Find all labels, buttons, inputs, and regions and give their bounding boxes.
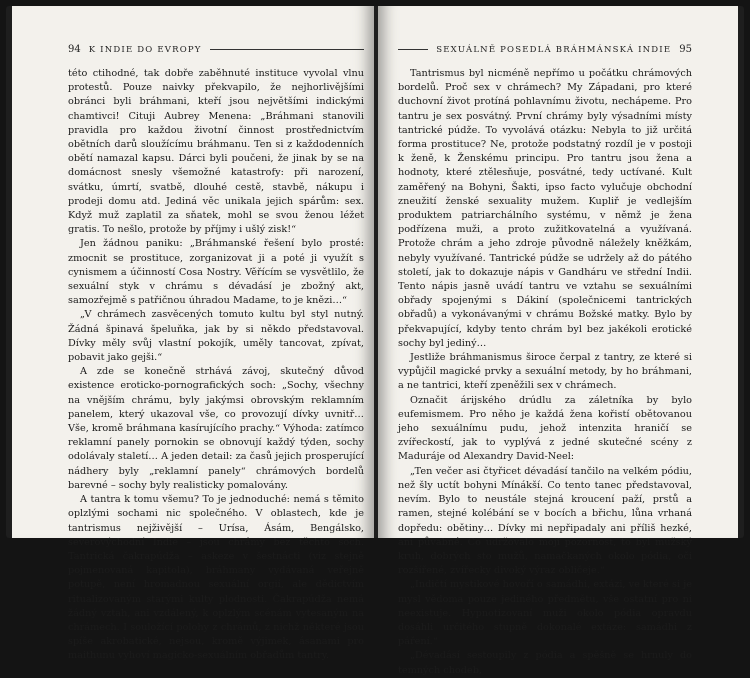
left-page	[12, 6, 374, 662]
paragraph: A zde se konečně strhává závoj, skutečný důvod existence eroticko-pornografických soch: „Sochy, všechny na vnějším chrámu, byly jakýmsi obrovským reklamním panelem, který ukazoval vše, co provozují dívky uvnitř… Vše, kromě bráhmana kasírujícího prachy.“ Výhoda: zatímco reklamní panely pornokin se obnovují každý týden, sochy odolávaly staletí… A jeden detail: za časů jejich prosperující nádhery byly „reklamní panely“ chrámových bordelů barevné – sochy byly realisticky pomalovány.	[68, 366, 364, 491]
left-running-title: K INDIE DO EVROPY	[88, 44, 202, 55]
paragraph: této ctihodné, tak dobře zaběhnuté instituce vyvolal vlnu protestů. Pouze naivky překvapilo, že nejhorlivějšími obránci byli bráhmani, kteří jsou největšími indickými chamtivci! Cituji Aubrey Menena: „Bráhmani stanovili pravidla pro každou životní činnost prostřednictvím obětních darů sloužícímu bráhmanu. Ten si z každodenních obětí namazal kapsu. Dárci byli poučeni, že jinak by se na domácnost snesly všemožné katastrofy: při narození, svátku, úmrtí, svatbě, dlouhé cestě, stavbě, nákupu i prodeji domu atd. Jediná věc unikala jejich spárům: sex. Když muž zaplatil za sňatek, mohl se svou ženou léžet gratis. To nešlo, protože by příjmy i ušlý zisk!“	[68, 68, 364, 236]
paragraph: „V chrámech zasvěcených tomuto kultu byl styl nutný. Žádná špinavá špeluňka, jak by si někdo představoval. Dívky měly svůj vlastní pokojík, uměly tancovat, zpívat, pobavit jako gejši.“	[68, 309, 364, 364]
paragraph: „Ten večer asi čtyřicet dévadásí tančilo na velkém pódiu, než šly uctít bohyni Mínákší. Co tento tanec představoval, nevím. Bylo to neustále stejná kroucení paží, prstů a ramen, stejné kolébání se v bocích a břichu, lůna vrhaná dopředu: obětiny… Dívky mi nepřipadaly ani příliš hezké, ani půvabné. Co udržovalo moji pozornost, to byl mužský kruh, dobrých sto mužů, namačkaných okolo pódia, oči rozšířené, zvířecky divoký výraz obličeje.“	[398, 465, 692, 577]
paragraph: Označit árijského drúdlu za záletníka by bylo eufemismem. Pro něho je každá žena kořistí obětovanou jeho sexuálnímu pudu, jehož intenzita hraničí se zvířeckostí, jak to vyplývá z jedné skutečné scény z Maduráje od Alexandry David-Neel:	[398, 394, 692, 463]
left-page-number: 94	[68, 44, 81, 55]
paragraph: Jen žádnou paniku: „Bráhmanské řešení bylo prosté: zmocnit se prostituce, zorganizovat ji a poté ji využít s cynismem a účinností Cosa Nostry. Věřícím se vysvětlilo, že sexuální styk v chrámu s dévadásí je zbožný akt, samozřejmě s patřičnou úhradou Madame, to je knězi…“	[68, 238, 364, 307]
right-body-text	[398, 67, 692, 678]
book-spread	[6, 6, 744, 676]
paragraph: „Dévadásí sestoupily z pódia a spěšně se hrnuly do temných chodeb,	[398, 650, 692, 676]
left-body-text	[68, 67, 364, 664]
header-rule	[398, 49, 428, 50]
right-running-title: SEXUÁLNĚ POSEDLÁ BRÁHMÁNSKÁ INDIE	[436, 44, 672, 55]
right-running-head	[398, 44, 692, 55]
paragraph: Jestliže bráhmanismus široce čerpal z tantry, ze které si vypůjčil magické prvky a sexuální metody, by ho bráhmani, a ne tantrici, kteří zpeněžili sex v chrámech.	[398, 352, 692, 392]
paragraph: „Indičtí mystikové hovoří o samádhi, extázi, ve které si je mysl vědoma pouze jediného předmětu, vše ostatní pro ni neexistuje. Hypnotizovaní muži okolo pódia opravdu dosáhli určitého stupně dokonalé extáze: samádhi z páření.“	[398, 579, 692, 648]
left-running-head	[68, 44, 364, 55]
header-rule	[210, 49, 364, 50]
paragraph: A tantra k tomu všemu? To je jednoduché: nemá s těmito oplzlými sochami nic společného. V oblastech, kde je tantrismus nejživější – Urísa, Ásám, Bengálsko, severovýchodní Indie – jsou chrámy bez těchto soch. Tantrická čakrapúdža – askeze v šestnácti (viz stejně pojmenovaná kapitola), bráhmany vydávaná veřejně potupě, není hromadnou sexuální orgií, ale dědictvím ritualizovaným starými kulty plodnosti. Čakrapúdža nemá žádný vztah, ani vzdálený, k oplzlým scénám vytesaným na chrámech. I souložící polohy z chrámů, z nichž některé jsou spíše akrobatické, nejsou, kromě výjimek, ásanami pro maithunu vyhoví magicko-sexuálním obřadům tantry.	[68, 494, 364, 662]
right-page	[378, 6, 738, 676]
paragraph: Tantrismus byl nicméně nepřímo u počátku chrámových bordelů. Proč sex v chrámech? My Západani, pro které duchovní život protíná pohlavnímu životu, nechápeme. Pro tantru je sex posvátný. První chrámy byly výsadními místy tantrické púdže. To vyvolává otázku: Nebyla to již určitá forma prostituce? Ne, protože podstatný rozdíl je v postoji k ženě, k Ženskému principu. Pro tantru jsou žena a hodnoty, které ztělesňuje, posvátné, tedy uctívané. Kult zaměřený na Bohyni, Šakti, ipso facto vylučuje obchodní zneužití ženské sexuality mužem. Kupliř je vedlejším produktem patriarchálního systému, v němž je žena podřízena muži, a proto zužitkovatelná a využívaná. Protože chrám a jeho zdroje původně náležely kněžkám, nebyly využívané. Tantrické púdže se udržely až do pátého století, jak to dokazuje nápis v Gandháru ve střední Indii. Tento nápis jasně uvádí tantru ve vztahu se sexuálními obřady spojenými s Dákiní (společnicemi tantrických obřadů) a vykonávanými v chrámu Božské matky. Bylo by překvapující, kdyby tento chrám byl bez jakékoli erotické sochy byl jediný…	[398, 68, 692, 349]
right-page-number: 95	[679, 44, 692, 55]
